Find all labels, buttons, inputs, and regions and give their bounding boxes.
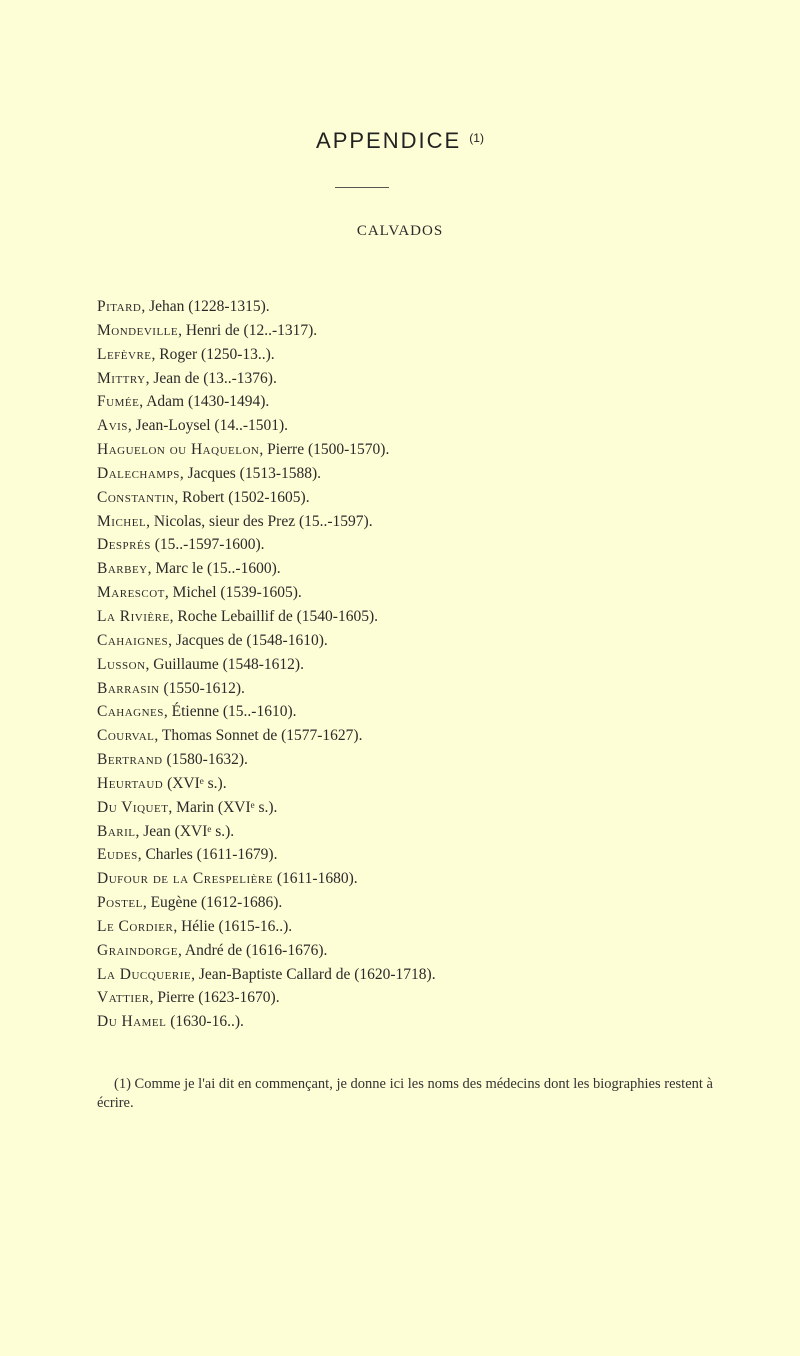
divider xyxy=(335,187,389,188)
entry-surname: Cahaignes xyxy=(97,631,169,649)
entry-surname: Després xyxy=(97,536,151,554)
entry-surname: Mondeville xyxy=(97,321,179,339)
list-item xyxy=(97,867,737,891)
entry-surname: Le Cordier xyxy=(97,917,174,935)
entry-details: , Marin (XVIᵉ s.). xyxy=(168,798,278,816)
list-item xyxy=(97,843,737,867)
entry-details: , Henri de (12..-1317). xyxy=(178,321,318,339)
entry-surname: Dalechamps xyxy=(97,464,180,482)
list-item xyxy=(97,1010,737,1034)
list-item xyxy=(97,462,737,486)
entry-details: , Jacques de (1548-1610). xyxy=(168,631,328,649)
list-item xyxy=(97,891,737,915)
list-item xyxy=(97,557,737,581)
entry-details: , Robert (1502-1605). xyxy=(174,488,310,506)
entry-surname: Courval xyxy=(97,727,155,745)
list-item xyxy=(97,796,737,820)
list-item xyxy=(97,724,737,748)
list-item xyxy=(97,653,737,677)
entry-details: , Jean-Loysel (14..-1501). xyxy=(127,417,289,435)
entry-details: , Jean-Baptiste Callard de (1620-1718). xyxy=(191,965,436,983)
list-item xyxy=(97,390,737,414)
entry-details: (15..-1597-1600). xyxy=(150,536,265,554)
entry-surname: Eudes xyxy=(97,846,138,864)
entry-details: (1630-16..). xyxy=(166,1013,244,1031)
entry-details: , Thomas Sonnet de (1577-1627). xyxy=(154,727,363,745)
entry-surname: Cahagnes xyxy=(97,703,164,721)
entry-surname: Mittry xyxy=(97,369,146,387)
list-item xyxy=(97,533,737,557)
list-item xyxy=(97,581,737,605)
entry-details: , Pierre (1500-1570). xyxy=(259,441,390,459)
list-item xyxy=(97,343,737,367)
entry-details: , Adam (1430-1494). xyxy=(139,393,270,411)
entry-surname: Fumée xyxy=(97,393,140,411)
entry-surname: Barbey xyxy=(97,560,148,578)
entry-details: , Marc le (15..-1600). xyxy=(147,560,281,578)
list-item xyxy=(97,367,737,391)
entry-details: , Jean de (13..-1376). xyxy=(145,369,277,387)
page-title xyxy=(0,128,800,154)
list-item xyxy=(97,915,737,939)
entry-details: , Eugène (1612-1686). xyxy=(142,894,283,912)
list-item xyxy=(97,939,737,963)
entry-details: , Pierre (1623-1670). xyxy=(149,989,280,1007)
entry-surname: Marescot xyxy=(97,584,165,602)
entry-surname: Graindorge xyxy=(97,941,178,959)
list-item xyxy=(97,319,737,343)
entry-details: , Roche Lebaillif de (1540-1605). xyxy=(169,607,378,625)
entry-details: , Nicolas, sieur des Prez (15..-1597). xyxy=(146,512,373,530)
entry-surname: Du Viquet xyxy=(97,798,169,816)
list-item xyxy=(97,438,737,462)
list-item xyxy=(97,677,737,701)
entry-surname: Lusson xyxy=(97,655,146,673)
list-item xyxy=(97,605,737,629)
entry-surname: Pitard xyxy=(97,298,142,315)
entry-surname: Bertrand xyxy=(97,751,163,769)
entry-surname: La Rivière xyxy=(97,607,170,625)
entry-surname: Vattier xyxy=(97,989,150,1007)
entry-surname: Du Hamel xyxy=(97,1013,167,1031)
entry-surname: La Ducquerie xyxy=(97,965,192,983)
entry-details: , Charles (1611-1679). xyxy=(137,846,278,864)
entry-surname: Constantin xyxy=(97,488,175,506)
list-item xyxy=(97,629,737,653)
list-item xyxy=(97,510,737,534)
footnote: (1) Comme je l'ai dit en commençant, je donne ici les noms des médecins dont les biographies restent à écrire. xyxy=(97,1076,713,1111)
list-item xyxy=(97,700,737,724)
entry-surname: Baril xyxy=(97,822,136,840)
entry-details: (1550-1612). xyxy=(159,679,245,697)
entry-details: , Jehan (1228-1315). xyxy=(141,298,270,315)
section-heading: CALVADOS xyxy=(356,223,444,239)
entry-details: (1580-1632). xyxy=(162,751,248,769)
entry-details: , André de (1616-1676). xyxy=(177,941,328,959)
entry-details: , Étienne (15..-1610). xyxy=(163,703,297,721)
entry-details: , Jean (XVIᵉ s.). xyxy=(135,822,235,840)
list-item xyxy=(97,414,737,438)
entry-details: (XVIᵉ s.). xyxy=(163,774,227,792)
entry-details: (1611-1680). xyxy=(272,870,358,888)
entry-surname: Dufour de la Crespelière xyxy=(97,870,273,888)
entry-surname: Heurtaud xyxy=(97,774,164,792)
entry-details: , Michel (1539-1605). xyxy=(164,584,302,602)
entry-surname: Postel xyxy=(97,894,143,912)
list-item xyxy=(97,486,737,510)
entry-surname: Avis xyxy=(97,417,128,435)
entry-details: , Roger (1250-13..). xyxy=(151,345,275,363)
list-item xyxy=(97,748,737,772)
list-item xyxy=(97,986,737,1010)
list-item xyxy=(97,963,737,987)
entry-surname: Lefèvre xyxy=(97,345,152,363)
entry-details: , Hélie (1615-16..). xyxy=(173,917,293,935)
list-item xyxy=(97,295,737,319)
entry-surname: Haguelon ou Haquelon xyxy=(97,441,260,459)
footnote-marker: (1) xyxy=(469,131,484,145)
entry-details: , Jacques (1513-1588). xyxy=(179,464,322,482)
entry-surname: Michel xyxy=(97,512,147,530)
list-item xyxy=(97,820,737,844)
entry-list xyxy=(97,295,737,1034)
list-item xyxy=(97,772,737,796)
title-text: APPENDICE xyxy=(316,128,462,153)
entry-surname: Barrasin xyxy=(97,679,160,697)
entry-details: , Guillaume (1548-1612). xyxy=(145,655,304,673)
